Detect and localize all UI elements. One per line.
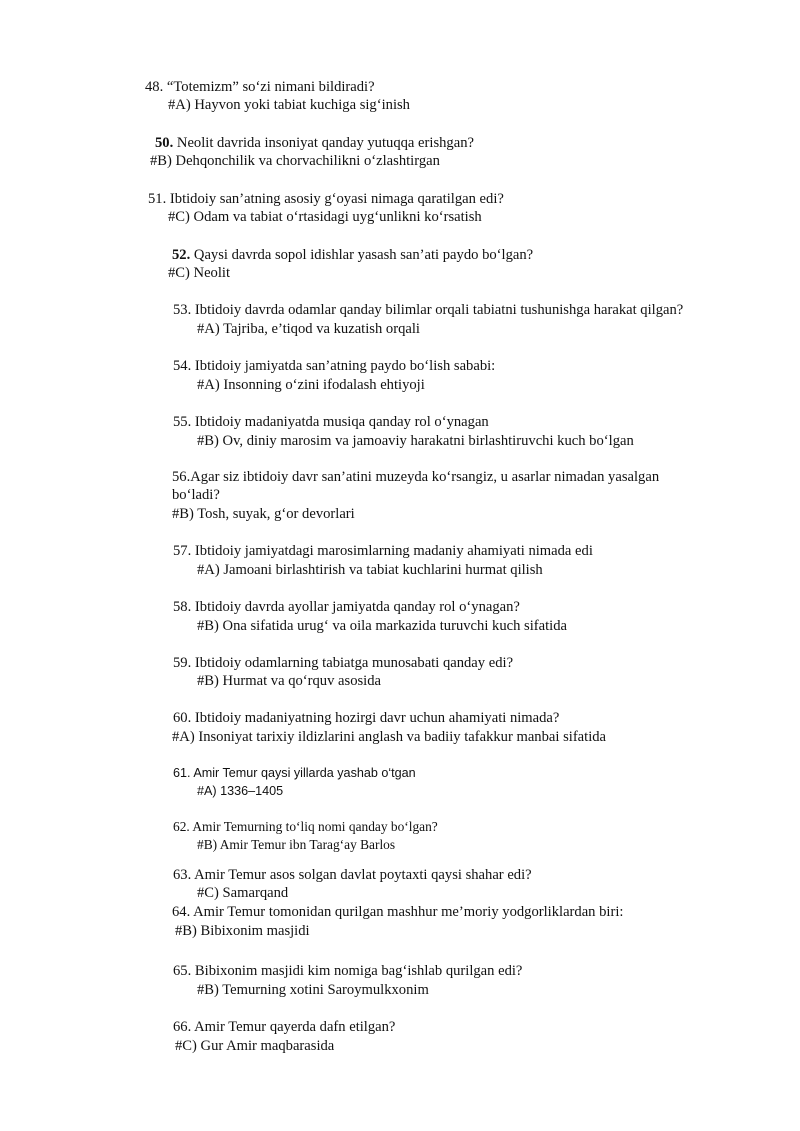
question-56: 56.Agar siz ibtidoiy davr san’atini muzeyda ko‘rsangiz, u asarlar nimadan yasalgan (172, 469, 660, 485)
answer-66: #C) Gur Amir maqbarasida (175, 1038, 335, 1054)
answer-48: #A) Hayvon yoki tabiat kuchiga sig‘inish (168, 97, 410, 113)
question-54: 54. Ibtidoiy jamiyatda san’atning paydo bo‘lish sababi: (173, 358, 496, 374)
answer-56: #B) Tosh, suyak, g‘or devorlari (172, 506, 355, 522)
answer-61: #A) 1336–1405 (197, 784, 284, 798)
answer-52: #C) Neolit (168, 265, 231, 281)
answer-53: #A) Tajriba, e’tiqod va kuzatish orqali (197, 321, 420, 337)
answer-55: #B) Ov, diniy marosim va jamoaviy harakatni birlashtiruvchi kuch bo‘lgan (197, 433, 634, 449)
question-61: 61. Amir Temur qaysi yillarda yashab o‘tgan (173, 766, 416, 780)
question-64: 64. Amir Temur tomonidan qurilgan mashhur me’moriy yodgorliklardan biri: (172, 904, 624, 920)
question-66: 66. Amir Temur qayerda dafn etilgan? (173, 1019, 396, 1035)
answer-57: #A) Jamoani birlashtirish va tabiat kuchlarini hurmat qilish (197, 562, 543, 578)
question-57: 57. Ibtidoiy jamiyatdagi marosimlarning madaniy ahamiyati nimada edi (173, 543, 593, 559)
answer-64: #B) Bibixonim masjidi (175, 923, 310, 939)
answer-62: #B) Amir Temur ibn Tarag‘ay Barlos (197, 837, 396, 852)
answer-60: #A) Insoniyat tarixiy ildizlarini anglash va badiiy tafakkur manbai sifatida (172, 729, 607, 745)
question-59: 59. Ibtidoiy odamlarning tabiatga munosabati qanday edi? (173, 655, 514, 671)
question-58: 58. Ibtidoiy davrda ayollar jamiyatda qanday rol o‘ynagan? (173, 599, 520, 615)
question-52: 52. Qaysi davrda sopol idishlar yasash san’ati paydo bo‘lgan? (172, 247, 534, 263)
answer-63: #C) Samarqand (197, 885, 289, 901)
question-65: 65. Bibixonim masjidi kim nomiga bag‘ishlab qurilgan edi? (173, 963, 523, 979)
answer-59: #B) Hurmat va qo‘rquv asosida (197, 673, 382, 689)
answer-58: #B) Ona sifatida urug‘ va oila markazida turuvchi kuch sifatida (197, 618, 567, 634)
question-55: 55. Ibtidoiy madaniyatda musiqa qanday rol o‘ynagan (173, 414, 489, 430)
answer-65: #B) Temurning xotini Saroymulkxonim (197, 982, 429, 998)
question-56-continued: bo‘ladi? (172, 487, 220, 503)
question-53: 53. Ibtidoiy davrda odamlar qanday bilimlar orqali tabiatni tushunishga harakat qilgan? (173, 302, 684, 318)
question-60: 60. Ibtidoiy madaniyatning hozirgi davr uchun ahamiyati nimada? (173, 710, 560, 726)
question-50: 50. Neolit davrida insoniyat qanday yutuqqa erishgan? (155, 135, 474, 151)
question-51: 51. Ibtidoiy san’atning asosiy g‘oyasi nimaga qaratilgan edi? (148, 191, 504, 207)
answer-51: #C) Odam va tabiat o‘rtasidagi uyg‘unlikni ko‘rsatish (168, 209, 482, 225)
answer-50: #B) Dehqonchilik va chorvachilikni o‘zlashtirgan (150, 153, 440, 169)
question-62: 62. Amir Temurning to‘liq nomi qanday bo‘lgan? (173, 819, 438, 834)
question-48: 48. “Totemizm” so‘zi nimani bildiradi? (145, 79, 375, 95)
question-63: 63. Amir Temur asos solgan davlat poytaxti qaysi shahar edi? (173, 867, 532, 883)
answer-54: #A) Insonning o‘zini ifodalash ehtiyoji (197, 377, 425, 393)
